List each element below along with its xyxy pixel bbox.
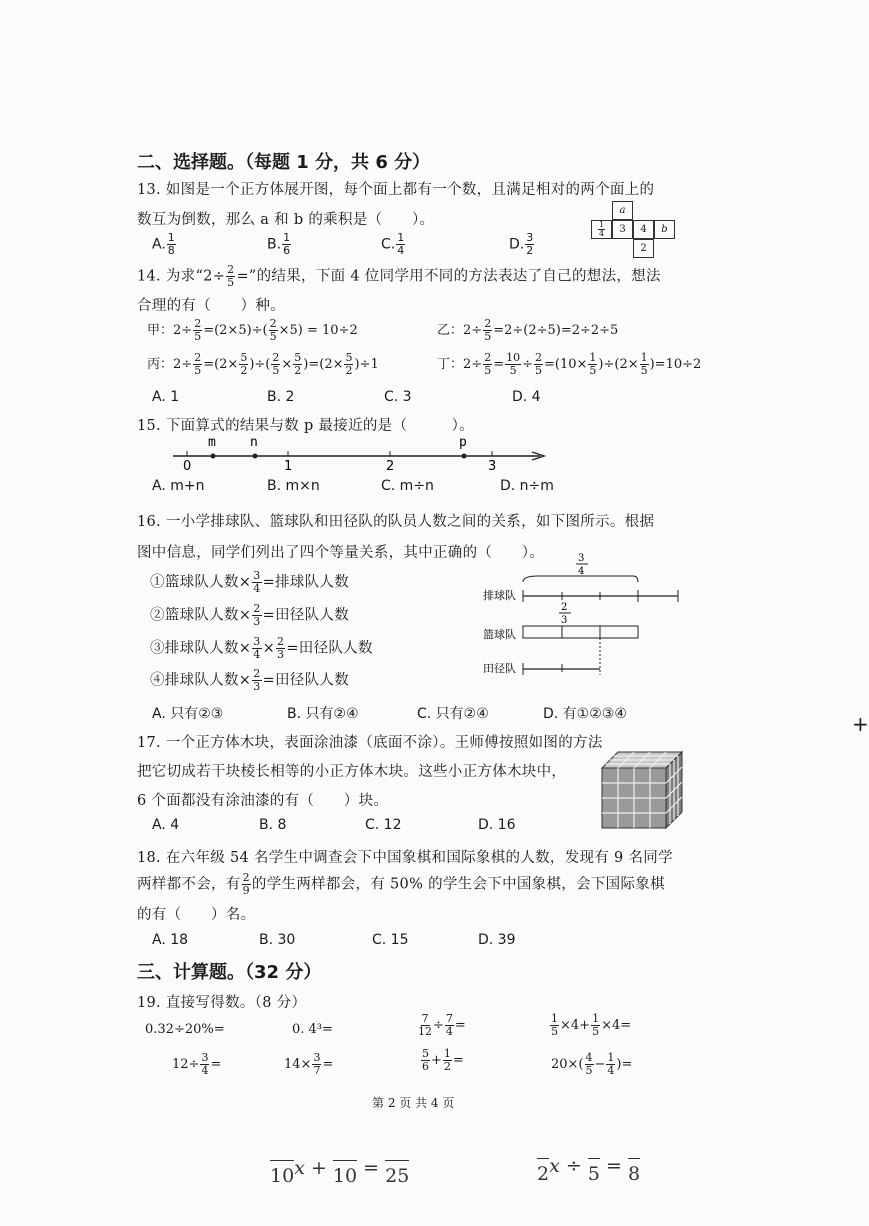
q18-option-d[interactable]: D. 39 — [478, 932, 516, 948]
q17-line2: 把它切成若干块棱长相等的小正方体木块。这些小正方体木块中， — [137, 764, 567, 780]
q17-line1: 17. 一个正方体木块，表面涂油漆（底面不涂）。王师傅按照如图的方法 — [137, 735, 603, 751]
q13-line2: 数互为倒数，那么 a 和 b 的乘积是（ ）。 — [137, 212, 435, 228]
q17-option-c[interactable]: C. 12 — [365, 817, 402, 833]
q14-method-jia: 甲：2÷ $\frac{2}{5}$ =(2×5)÷( $\frac{2}{5}$ ×5) = 10÷2 — [147, 317, 358, 343]
q14-option-b[interactable]: B. 2 — [267, 389, 295, 405]
q17-line3: 6 个面都没有涂油漆的有（ ）块。 — [137, 793, 389, 809]
q13-line1: 13. 如图是一个正方体展开图，每个面上都有一个数，且满足相对的两个面上的 — [137, 182, 655, 198]
section-3-title: 三、计算题。（32 分） — [137, 962, 322, 983]
calc-7: $\frac{5}{6}$ + $\frac{1}{2}$ = — [422, 1047, 464, 1073]
bottom-cut-equation-left: 10x + 10 = 25 — [270, 1157, 410, 1187]
q16-line1: 16. 一小学排球队、篮球队和田径队的队员人数之间的关系，如下图所示。根据 — [137, 514, 655, 530]
q15-text: 15. 下面算式的结果与数 p 最接近的是（ ）。 — [137, 418, 475, 434]
q17-option-d[interactable]: D. 16 — [478, 817, 516, 833]
brace-label-num: 3 — [578, 553, 585, 564]
tick-label-3: 3 — [488, 459, 497, 474]
q13-option-c[interactable]: C. $\frac{1}{4}$ — [381, 231, 405, 257]
margin-cross-mark: + — [852, 712, 869, 736]
q17-option-b[interactable]: B. 8 — [259, 817, 287, 833]
net-face-3: 3 — [612, 220, 633, 239]
q18-option-a[interactable]: A. 18 — [152, 932, 189, 948]
tick-label-2: 2 — [386, 459, 395, 474]
q16-relation-1: ①篮球队人数× $\frac{3}{4}$ =排球队人数 — [150, 569, 350, 595]
q14-method-bing: 丙：2÷ $\frac{2}{5}$ =(2× $\frac{5}{2}$ )÷( $\frac{2}{5}$ × $\frac{5}{2}$ )=(2× $\frac{5}{2}$ )÷1 — [147, 351, 379, 377]
calc-6: 14× $\frac{3}{7}$ = — [284, 1051, 334, 1077]
q13-option-a[interactable]: A. $\frac{1}{8}$ — [152, 231, 175, 257]
q15-option-d[interactable]: D. n÷m — [500, 478, 554, 494]
bar-label-track: 田径队 — [483, 662, 516, 675]
number-line — [168, 430, 553, 474]
q16-line2: 图中信息，同学们列出了四个等量关系，其中正确的（ ）。 — [137, 545, 545, 561]
page-footer: 第 2 页 共 4 页 — [372, 1096, 455, 1110]
calc-8: 20×( $\frac{4}{5}$ − $\frac{1}{4}$ )= — [551, 1051, 633, 1077]
bar-basketball — [523, 626, 638, 638]
bottom-cut-equation-right: 2x ÷ 5 = 8 — [537, 1155, 641, 1185]
q14-option-d[interactable]: D. 4 — [512, 389, 541, 405]
team-bar-diagram — [478, 548, 688, 680]
point-m — [211, 454, 216, 459]
q14-method-yi: 乙：2÷ $\frac{2}{5}$ =2÷(2÷5)=2÷2÷5 — [437, 317, 619, 343]
label-m: m — [208, 435, 216, 450]
net-face-quarter: $\frac{1}{4}$ — [591, 220, 612, 239]
q14-line1: 14. 为求“2÷ $\frac{2}{5}$ =”的结果，下面 4 位同学用不同的方法表达了自己的想法，想法 — [137, 263, 661, 289]
calc-4: $\frac{1}{5}$ ×4+ $\frac{1}{5}$ ×4= — [551, 1012, 632, 1038]
q18-line3: 的有（ ）名。 — [137, 907, 256, 923]
q13-option-b[interactable]: B. $\frac{1}{6}$ — [267, 231, 291, 257]
q15-option-b[interactable]: B. m×n — [267, 478, 320, 494]
q19-title: 19. 直接写得数。（8 分） — [137, 995, 307, 1011]
q18-line1: 18. 在六年级 54 名学生中调查会下中国象棋和国际象棋的人数，发现有 9 名同学 — [137, 850, 673, 866]
label-p: p — [459, 435, 467, 450]
svg-text:3: 3 — [561, 615, 568, 626]
q16-option-a[interactable]: A. 只有②③ — [152, 706, 224, 722]
net-face-a: a — [612, 201, 633, 220]
q15-option-c[interactable]: C. m÷n — [381, 478, 434, 494]
point-n — [253, 454, 258, 459]
tick-label-1: 1 — [284, 459, 293, 474]
calc-5: 12÷ $\frac{3}{4}$ = — [172, 1051, 222, 1077]
q14-option-a[interactable]: A. 1 — [152, 389, 180, 405]
section-2-title: 二、选择题。（每题 1 分，共 6 分） — [137, 152, 431, 173]
net-face-2: 2 — [633, 239, 654, 258]
point-p — [462, 454, 467, 459]
q16-relation-3: ③排球队人数× $\frac{3}{4}$ × $\frac{2}{3}$ =田径队人数 — [150, 635, 373, 661]
q16-relation-2: ②篮球队人数× $\frac{2}{3}$ =田径队人数 — [150, 602, 350, 628]
q14-option-c[interactable]: C. 3 — [384, 389, 412, 405]
calc-1: 0.32÷20%= — [145, 1022, 225, 1037]
q16-option-c[interactable]: C. 只有②④ — [417, 706, 489, 722]
q16-option-d[interactable]: D. 有①②③④ — [543, 706, 627, 722]
tick-label-0: 0 — [183, 459, 192, 474]
q15-option-a[interactable]: A. m+n — [152, 478, 205, 494]
brace-label-den: 4 — [578, 566, 585, 577]
q14-line2: 合理的有（ ）种。 — [137, 298, 285, 314]
svg-text:2: 2 — [561, 602, 568, 613]
q14-method-ding: 丁：2÷ $\frac{2}{5}$ = $\frac{10}{5}$ ÷ $\frac{2}{5}$ =(10× $\frac{1}{5}$ )÷(2× $\frac{1}{5}$ )=10÷2 — [437, 351, 702, 377]
q13-option-d[interactable]: D. $\frac{3}{2}$ — [509, 231, 534, 257]
bar-label-volleyball: 排球队 — [483, 589, 516, 602]
q18-option-b[interactable]: B. 30 — [259, 932, 296, 948]
bar-label-basketball: 篮球队 — [483, 628, 516, 641]
net-face-b: b — [654, 220, 675, 239]
q16-option-b[interactable]: B. 只有②④ — [287, 706, 359, 722]
label-n: n — [250, 435, 258, 450]
q17-option-a[interactable]: A. 4 — [152, 817, 180, 833]
net-face-4: 4 — [633, 220, 654, 239]
q18-line2: 两样都不会，有 $\frac{2}{9}$ 的学生两样都会，有 50% 的学生会下中国象棋，会下国际象棋 — [137, 871, 665, 897]
q16-relation-4: ④排球队人数× $\frac{2}{3}$ =田径队人数 — [150, 667, 350, 693]
q18-option-c[interactable]: C. 15 — [372, 932, 409, 948]
calc-3: $\frac{7}{12}$ ÷ $\frac{7}{4}$ = — [418, 1012, 466, 1038]
calc-2: 0. 4³= — [292, 1022, 333, 1037]
cut-cube-figure — [600, 750, 685, 830]
